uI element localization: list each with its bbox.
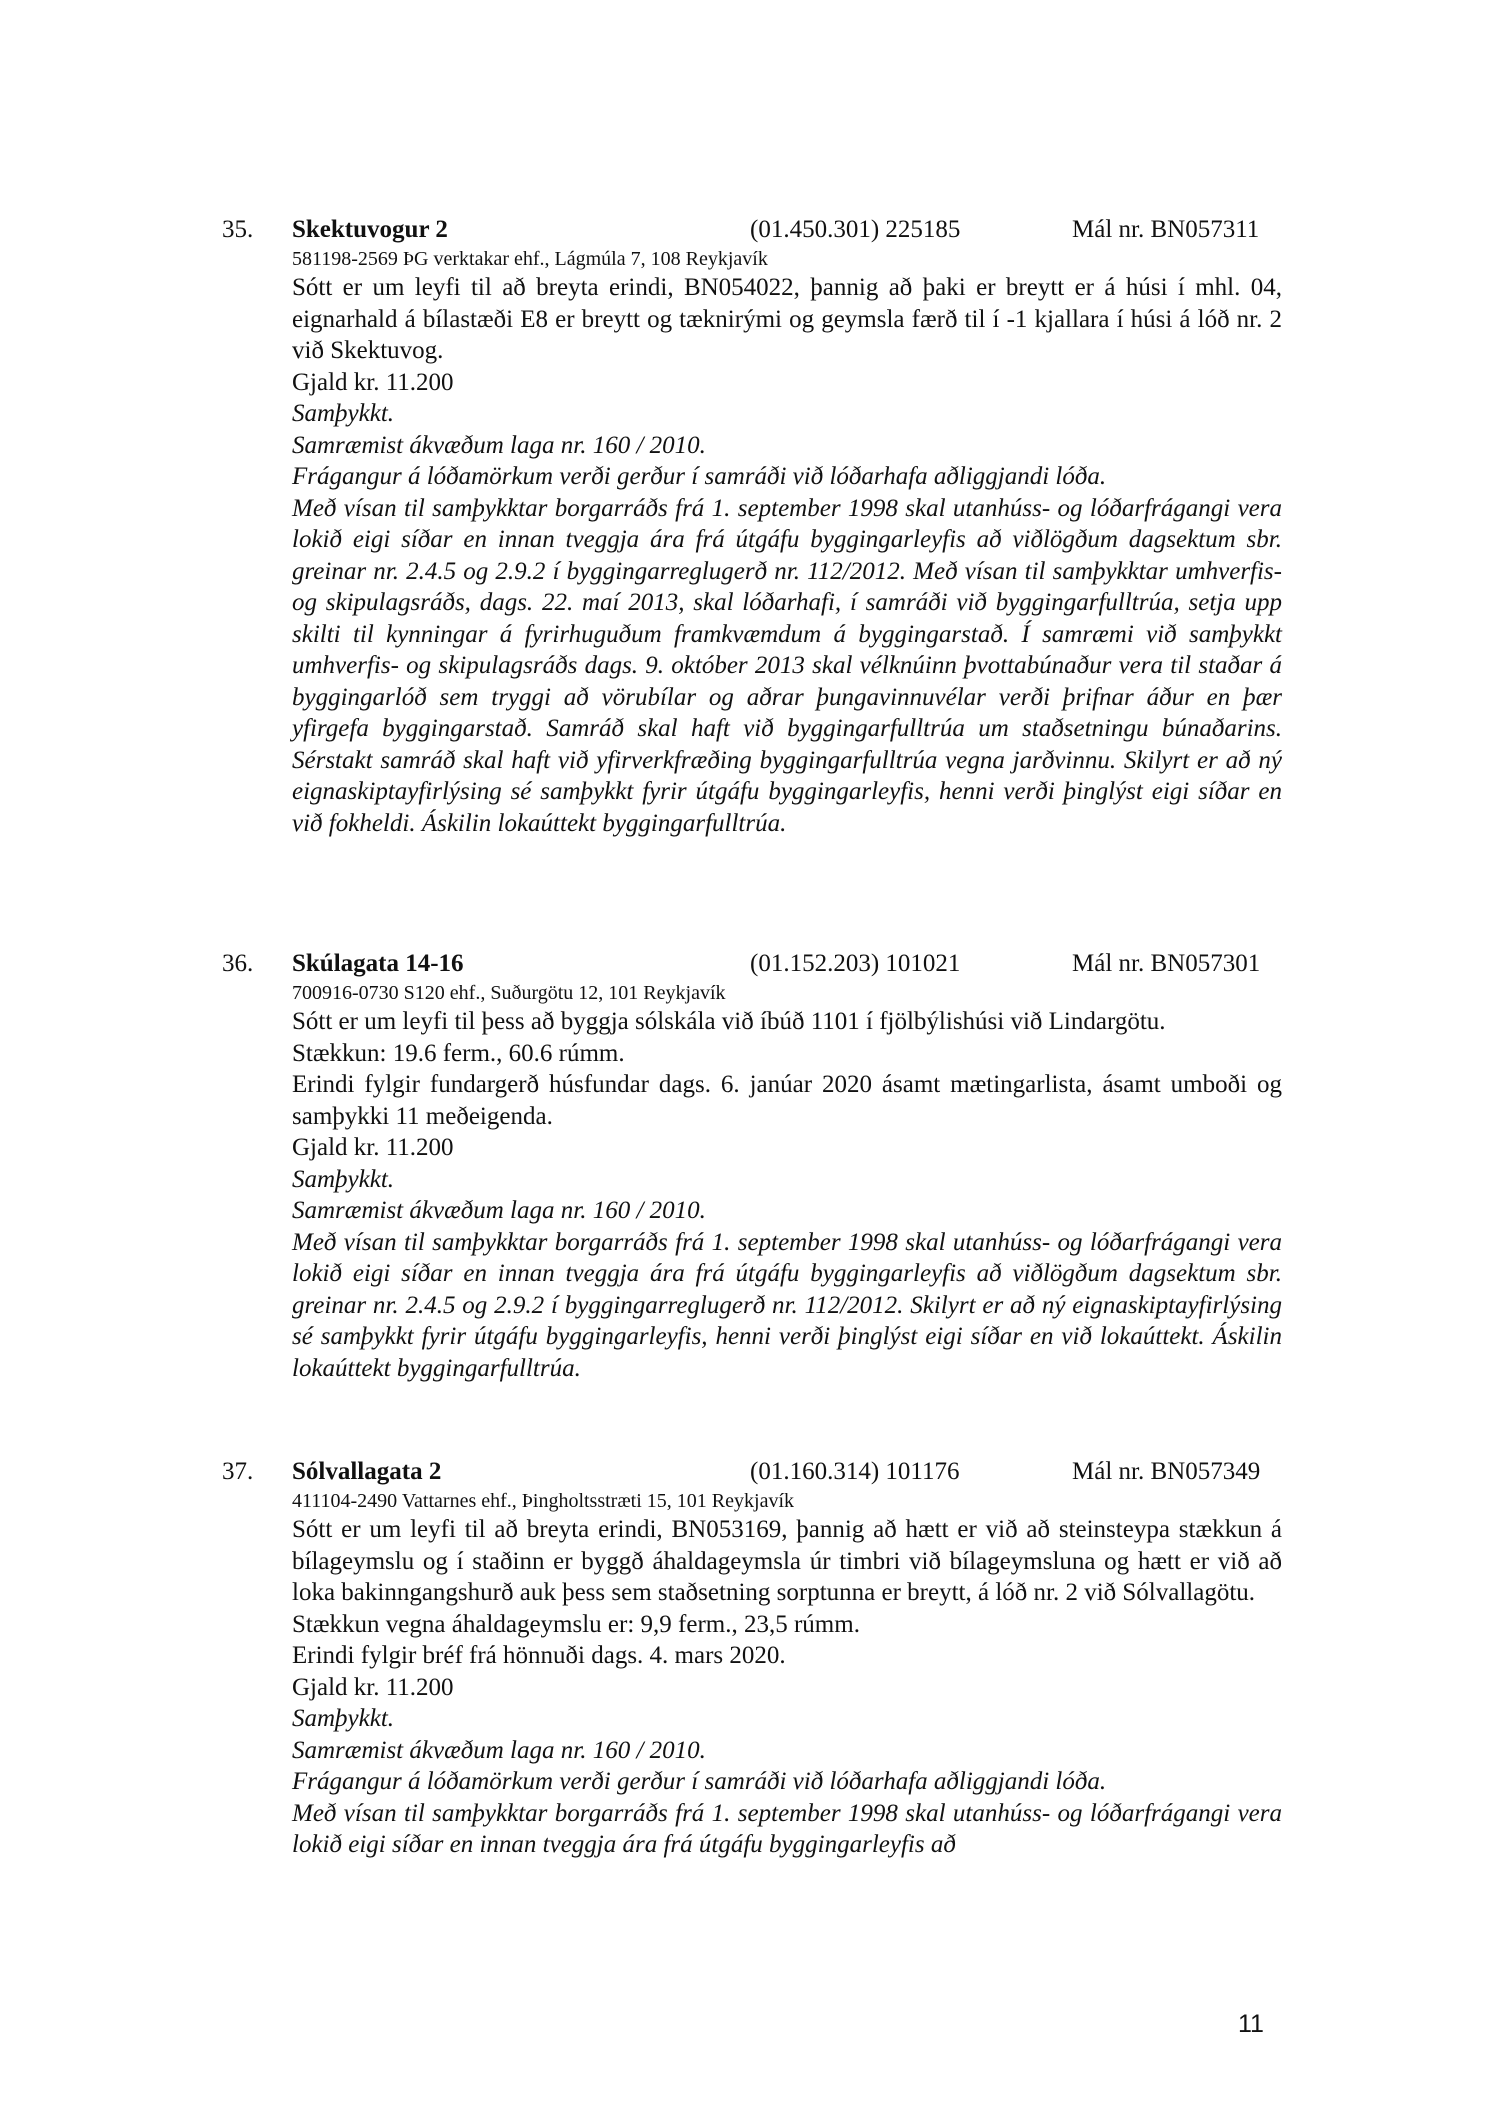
- entry-applicant: 411104-2490 Vattarnes ehf., Þingholtsstræti 15, 101 Reykjavík: [292, 1490, 795, 1512]
- entry-reference: (01.450.301) 225185: [750, 216, 961, 243]
- entry-request: Sótt er um leyfi til þess að byggja sólskála við íbúð 1101 í fjölbýlishúsi við Lindargötu.: [292, 1008, 1166, 1035]
- entry-decision: Samþykkt.: [292, 1165, 395, 1193]
- entry-boundary: Frágangur á lóðamörkum verði gerður í samráði við lóðarhafa aðliggjandi lóða.: [292, 1768, 1107, 1795]
- entry-header: [222, 948, 1282, 980]
- entry-fee: Gjald kr. 11.200: [292, 368, 454, 396]
- entry-body: [292, 1006, 1282, 1384]
- entry-header: [222, 214, 1282, 246]
- entry-boundary: Frágangur á lóðamörkum verði gerður í samráði við lóðarhafa aðliggjandi lóða.: [292, 463, 1107, 490]
- entry-number: 35.: [222, 216, 254, 243]
- entry-conditions: Með vísan til samþykktar borgarráðs frá 1. september 1998 skal utanhúss- og lóðarfrágangi vera lokið eigi síðar en innan tveggja ára frá útgáfu byggingarleyfis að viðlögðum dagsektum sbr. greinar nr. 2.4.5 og 2.9.2 í byggingarreglugerð nr. 112/2012. Með vísan til samþykktar umhverfis- og skipulagsráðs, dags. 22. maí 2013, skal lóðarhafi, í samráði við byggingarfulltrúa, setja upp skilti til kynningar á fyrirhuguðum framkvæmdum á byggingarstað. Í samræmi við samþykkt umhverfis- og skipulagsráðs dags. 9. október 2013 skal vélknúinn þvottabúnaður vera til staðar á byggingarlóð sem tryggi að vörubílar og aðrar þungavinnuvélar verði þrifnar áður en þær yfirgefa byggingarstað. Samráð skal haft við byggingarfulltrúa um staðsetningu búnaðarins. Sérstakt samráð skal haft við yfirverkfræðing byggingarfulltrúa vegna jarðvinnu. Skilyrt er að ný eignaskiptayfirlýsing sé samþykkt fyrir útgáfu byggingarleyfis, henni verði þinglýst eigi síðar en við fokheldi. Áskilin lokaúttekt byggingarfulltrúa.: [292, 494, 1282, 837]
- entry-body: [292, 1514, 1282, 1861]
- entry-number: 36.: [222, 950, 254, 977]
- entry-title: Skúlagata 14-16: [292, 950, 464, 977]
- entry-title: Sólvallagata 2: [292, 1458, 442, 1485]
- entry-body: [292, 272, 1282, 839]
- entry-law: Samræmist ákvæðum laga nr. 160 / 2010.: [292, 1197, 706, 1224]
- entry-reference: (01.152.203) 101021: [750, 950, 961, 977]
- entry-request: Sótt er um leyfi til að breyta erindi, BN054022, þannig að þaki er breytt er á húsi í mhl. 04, eignarhald á bílastæði E8 er breytt og tæknirými og geymsla færð til í -1 kjallara í húsi á lóð nr. 2 við Skektuvog.: [292, 274, 1282, 364]
- entry-36: [222, 948, 1282, 1384]
- entry-law: Samræmist ákvæðum laga nr. 160 / 2010.: [292, 1736, 706, 1764]
- entry-35: [222, 214, 1282, 839]
- entry-applicant: 700916-0730 S120 ehf., Suðurgötu 12, 101 Reykjavík: [292, 982, 726, 1004]
- entry-number: 37.: [222, 1458, 254, 1485]
- entry-attachment: Erindi fylgir fundargerð húsfundar dags. 6. janúar 2020 ásamt mætingarlista, ásamt umboði og samþykki 11 meðeigenda.: [292, 1071, 1282, 1130]
- entry-case-number: Mál nr. BN057311: [1072, 216, 1260, 243]
- entry-law: Samræmist ákvæðum laga nr. 160 / 2010.: [292, 431, 706, 459]
- entry-fee: Gjald kr. 11.200: [292, 1673, 454, 1701]
- entry-conditions: Með vísan til samþykktar borgarráðs frá 1. september 1998 skal utanhúss- og lóðarfrágangi vera lokið eigi síðar en innan tveggja ára frá útgáfu byggingarleyfis að: [292, 1799, 1282, 1858]
- entry-decision: Samþykkt.: [292, 400, 395, 427]
- entry-fee: Gjald kr. 11.200: [292, 1134, 454, 1161]
- page-number: 11: [1238, 2010, 1264, 2038]
- entry-attachment: Erindi fylgir bréf frá hönnuði dags. 4. mars 2020.: [292, 1642, 786, 1669]
- entry-decision: Samþykkt.: [292, 1705, 395, 1732]
- entry-case-number: Mál nr. BN057301: [1072, 950, 1261, 977]
- entry-enlargement: Stækkun vegna áhaldageymslu er: 9,9 ferm., 23,5 rúmm.: [292, 1610, 860, 1638]
- entry-title: Skektuvogur 2: [292, 216, 448, 243]
- entry-enlargement: Stækkun: 19.6 ferm., 60.6 rúmm.: [292, 1039, 625, 1067]
- entry-37: [222, 1456, 1282, 1861]
- entry-conditions: Með vísan til samþykktar borgarráðs frá 1. september 1998 skal utanhúss- og lóðarfrágangi vera lokið eigi síðar en innan tveggja ára frá útgáfu byggingarleyfis að viðlögðum dagsektum sbr. greinar nr. 2.4.5 og 2.9.2 í byggingarreglugerð nr. 112/2012. Skilyrt er að ný eignaskiptayfirlýsing sé samþykkt fyrir útgáfu byggingarleyfis, henni verði þinglýst eigi síðar en við lokaúttekt. Áskilin lokaúttekt byggingarfulltrúa.: [292, 1228, 1282, 1382]
- entry-reference: (01.160.314) 101176: [750, 1458, 960, 1485]
- entry-case-number: Mál nr. BN057349: [1072, 1458, 1261, 1485]
- entry-request: Sótt er um leyfi til að breyta erindi, BN053169, þannig að hætt er við að steinsteypa stækkun á bílageymslu og í staðinn er byggð áhaldageymsla úr timbri við bílageymsluna og hætt er við að loka bakinngangshurð auk þess sem staðsetning sorptunna er breytt, á lóð nr. 2 við Sólvallagötu.: [292, 1516, 1282, 1606]
- entry-applicant: 581198-2569 ÞG verktakar ehf., Lágmúla 7, 108 Reykjavík: [292, 248, 768, 270]
- entry-header: [222, 1456, 1282, 1488]
